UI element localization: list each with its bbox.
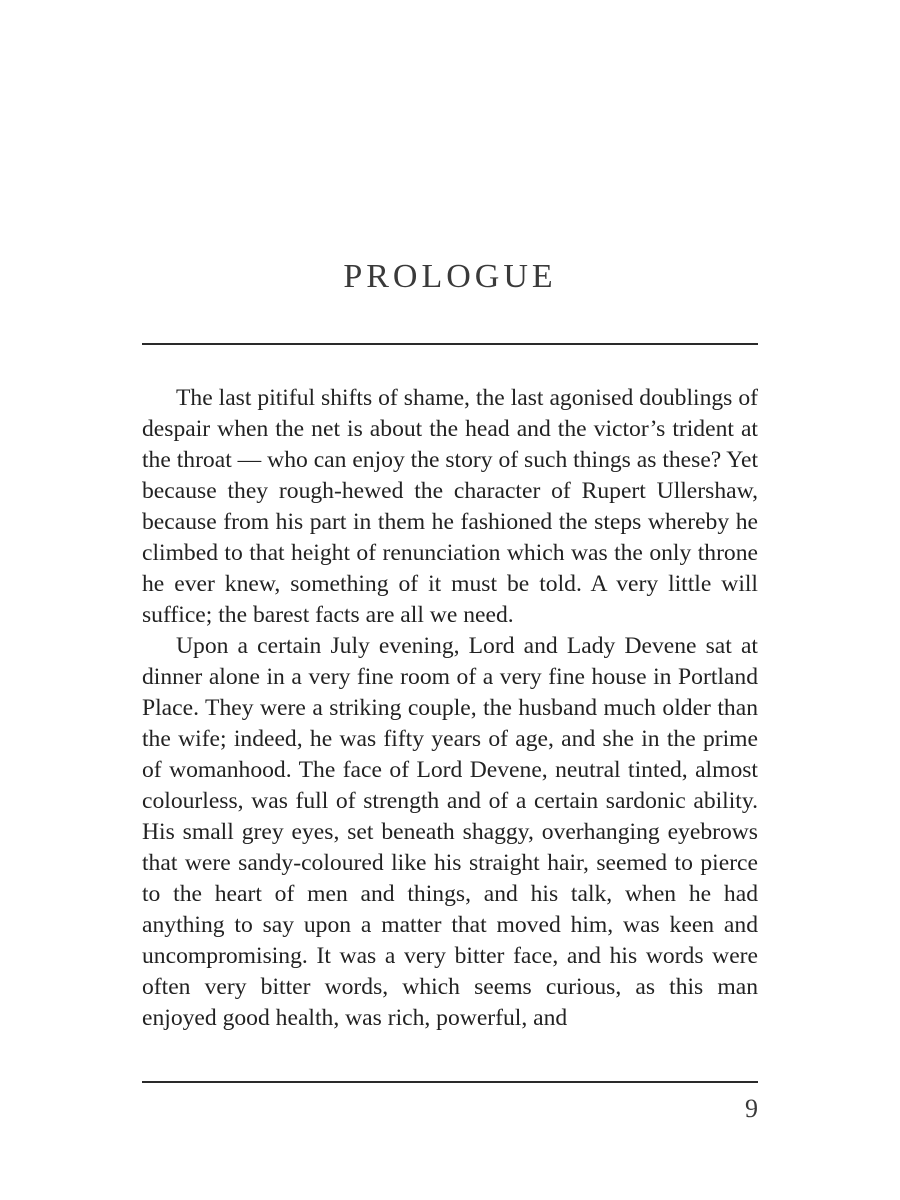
top-rule [142, 343, 758, 345]
page-number: 9 [745, 1094, 758, 1123]
body-text [142, 383, 758, 1034]
bottom-rule [142, 1081, 758, 1083]
paragraph: Upon a certain July evening, Lord and Lady Devene sat at dinner alone in a very fine room of a very fine house in Portland Place. They were a striking couple, the husband much older than the wife; indeed, he was fifty years of age, and she in the prime of womanhood. The face of Lord Devene, neutral tinted, almost colourless, was full of strength and of a certain sardonic ability. His small grey eyes, set beneath shaggy, overhanging eyebrows that were sandy-coloured like his straight hair, seemed to pierce to the heart of men and things, and his talk, when he had anything to say upon a matter that moved him, was keen and uncompromising. It was a very bitter face, and his words were often very bitter words, which seems curious, as this man enjoyed good health, was rich, powerful, and [142, 633, 758, 1031]
chapter-title: PROLOGUE [343, 258, 557, 295]
paragraph: The last pitiful shifts of shame, the last agonised doublings of despair when the net is about the head and the victor’s trident at the throat — who can enjoy the story of such things as these? Yet because they rough-hewed the character of Rupert Ullershaw, because from his part in them he fashioned the steps whereby he climbed to that height of renunciation which was the only throne he ever knew, something of it must be told. A very little will suffice; the barest facts are all we need. [142, 385, 758, 628]
